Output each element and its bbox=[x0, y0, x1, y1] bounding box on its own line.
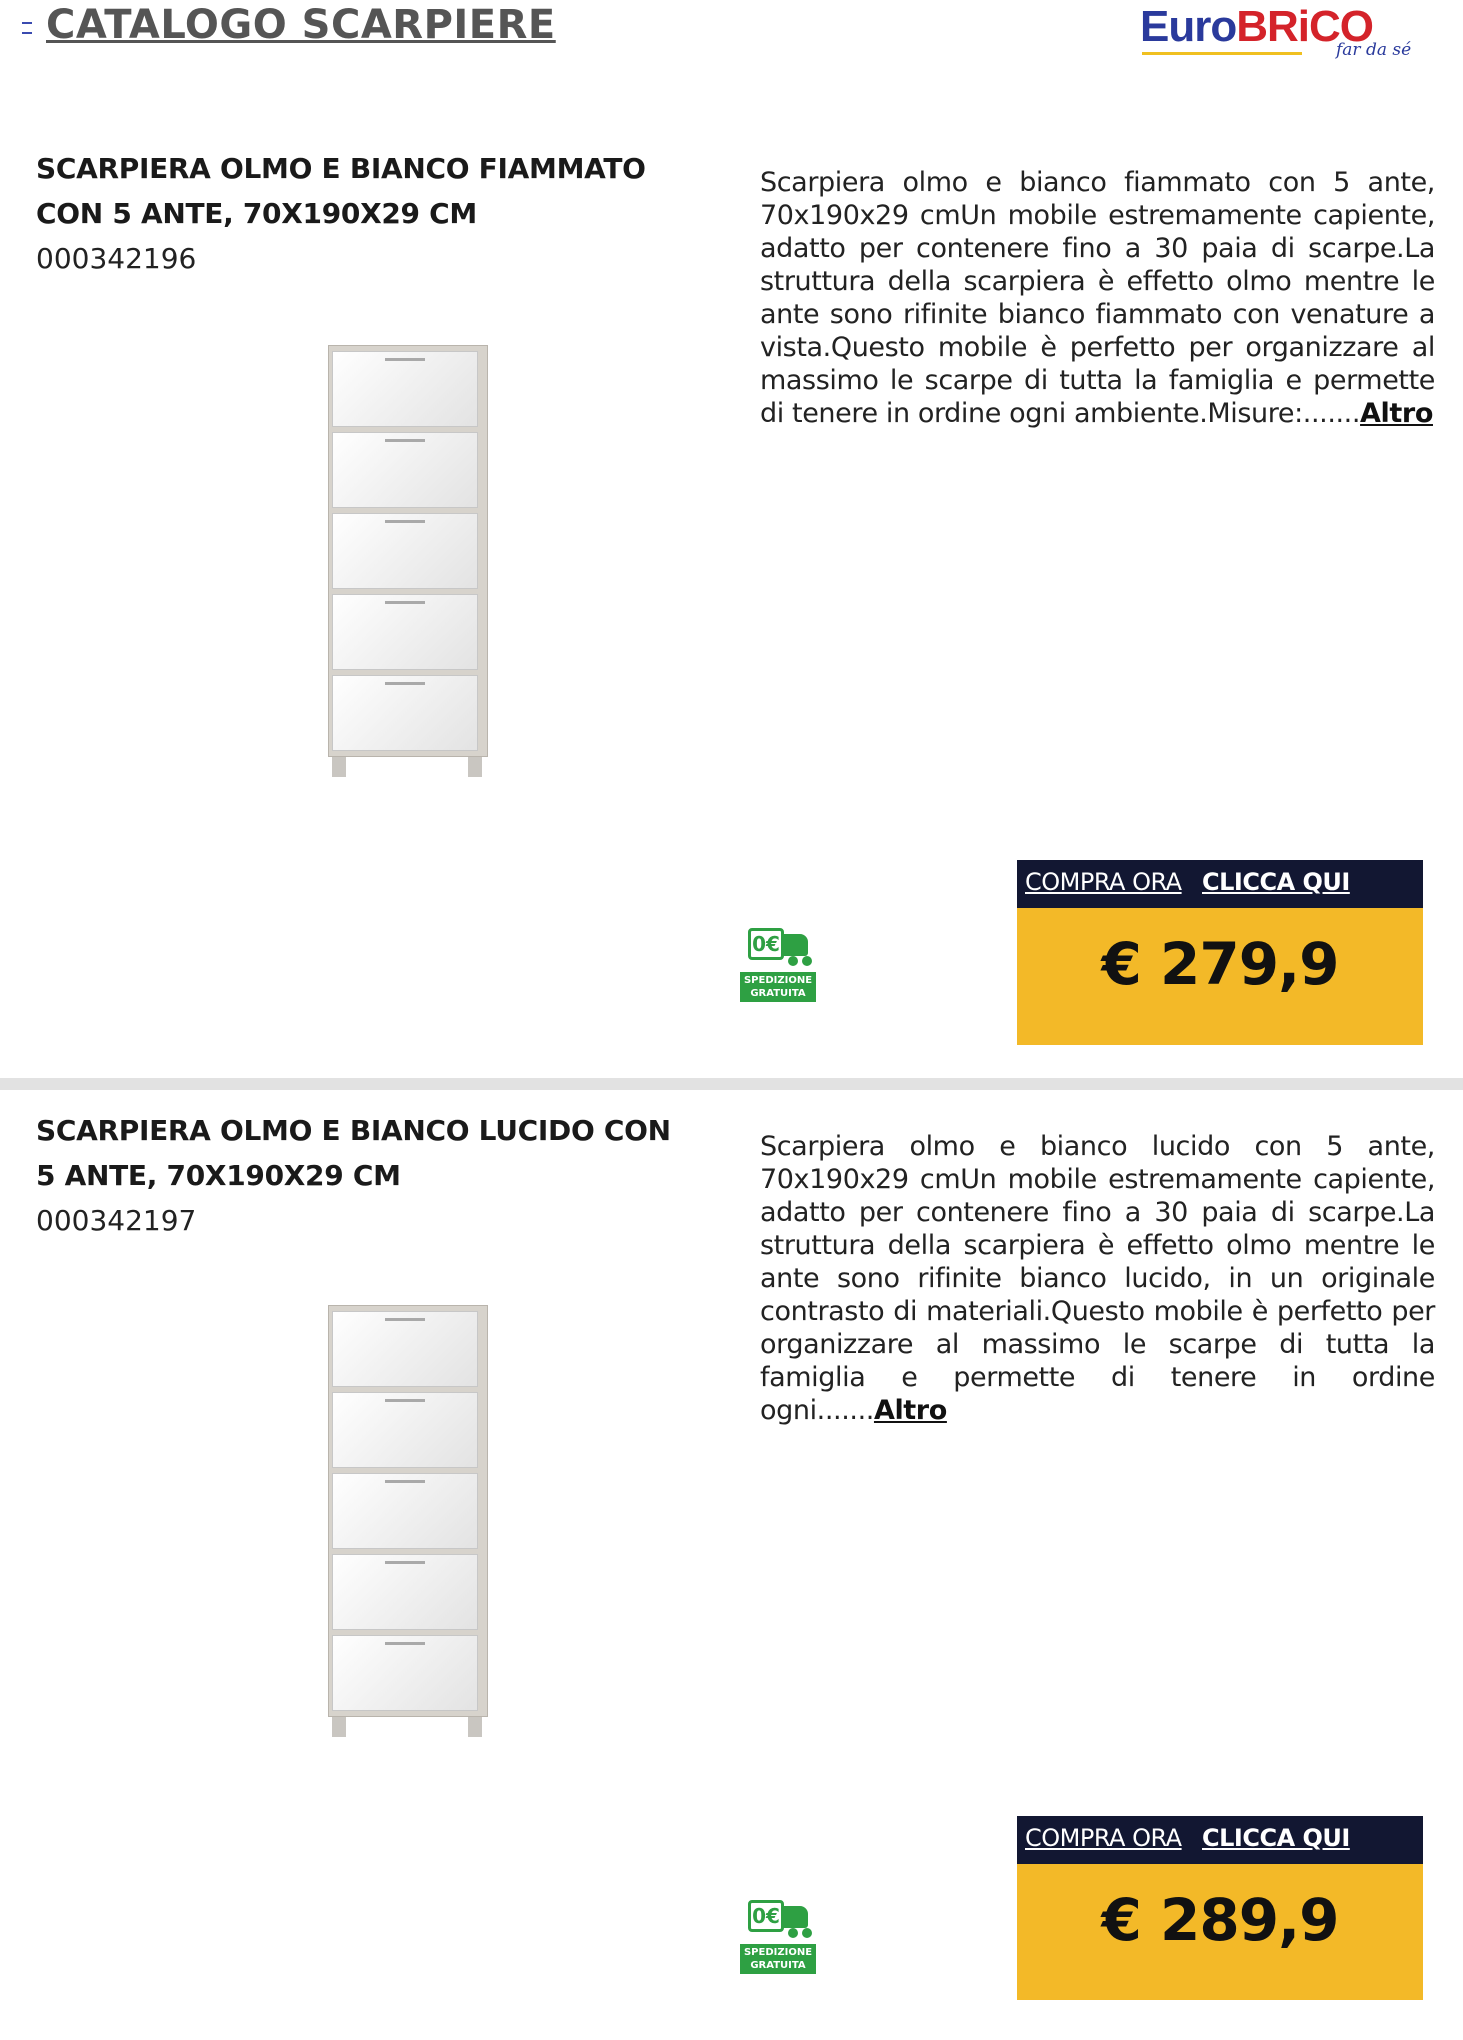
cabinet-leg bbox=[332, 1717, 346, 1737]
price-box bbox=[1017, 1816, 1423, 2001]
cabinet-door bbox=[332, 675, 478, 751]
product-image-shoe-cabinet-icon[interactable] bbox=[320, 1305, 500, 1745]
shipping-label-line1: SPEDIZIONE bbox=[743, 1947, 813, 1958]
product-card bbox=[0, 80, 1463, 1040]
product-image-shoe-cabinet-icon[interactable] bbox=[320, 345, 500, 785]
product-description-text: Scarpiera olmo e bianco lucido con 5 ante, 70x190x29 cmUn mobile estremamente capiente, adatto per contenere fino a 30 paia di scarpe.La struttura della scarpiera è effetto olmo mentre le ante sono rifinite bianco lucido, in un originale contrasto di materiali.Questo mobile è perfetto per organizzare al massimo le scarpe di tutta la famiglia e permette di tenere in ordine ogni....... bbox=[760, 1131, 1435, 1426]
more-link[interactable]: Altro bbox=[1360, 398, 1433, 429]
more-link[interactable]: Altro bbox=[873, 1395, 947, 1426]
free-shipping-badge bbox=[740, 928, 816, 1010]
shipping-label bbox=[740, 972, 816, 1002]
free-shipping-truck-icon bbox=[748, 928, 810, 966]
logo-euro-text: Euro bbox=[1140, 2, 1237, 51]
price-area[interactable] bbox=[1017, 1864, 1423, 2000]
free-shipping-truck-icon bbox=[748, 1900, 810, 1938]
click-here-link[interactable]: CLICCA QUI bbox=[1202, 1824, 1350, 1852]
cabinet-door bbox=[332, 594, 478, 670]
cabinet-leg bbox=[468, 757, 482, 777]
product-title[interactable]: SCARPIERA OLMO E BIANCO FIAMMATO CON 5 ANTE, 70X190X29 CM bbox=[36, 152, 646, 230]
product-description bbox=[760, 1130, 1435, 1427]
price-area[interactable] bbox=[1017, 908, 1423, 1045]
catalog-title: CATALOGO SCARPIERE bbox=[46, 2, 556, 48]
product-price: € 289,9 bbox=[1101, 1886, 1339, 1954]
product-price: € 279,9 bbox=[1101, 930, 1339, 998]
free-shipping-badge bbox=[740, 1900, 816, 1982]
click-here-link[interactable]: CLICCA QUI bbox=[1202, 868, 1350, 896]
product-code: 000342196 bbox=[36, 242, 197, 275]
truck-body bbox=[784, 934, 808, 956]
shipping-label bbox=[740, 1944, 816, 1974]
cabinet-door bbox=[332, 1473, 478, 1549]
price-box bbox=[1017, 860, 1423, 1045]
eurobrico-logo[interactable] bbox=[1140, 0, 1440, 66]
logo-brico-text: BRiCO bbox=[1236, 2, 1374, 51]
product-description-text: Scarpiera olmo e bianco fiammato con 5 ante, 70x190x29 cmUn mobile estremamente capiente, adatto per contenere fino a 30 paia di scarpe.La struttura della scarpiera è effetto olmo mentre le ante sono rifinite bianco fiammato con venature a vista.Questo mobile è perfetto per organizzare al massimo le scarpe di tutta la famiglia e permette di tenere in ordine ogni ambiente.Misure:....... bbox=[760, 167, 1435, 429]
shipping-cost: 0€ bbox=[748, 1900, 784, 1932]
cabinet-door bbox=[332, 1635, 478, 1711]
buy-now-label[interactable]: COMPRA ORA bbox=[1025, 868, 1182, 896]
truck-body bbox=[784, 1906, 808, 1928]
shipping-label-line2: GRATUITA bbox=[750, 1960, 806, 1971]
product-code: 000342197 bbox=[36, 1204, 197, 1237]
cabinet-door bbox=[332, 1392, 478, 1468]
logo-tagline: far da sé bbox=[1336, 40, 1412, 60]
truck-wheel bbox=[788, 1928, 798, 1938]
menu-icon[interactable] bbox=[22, 22, 32, 34]
product-title[interactable]: SCARPIERA OLMO E BIANCO LUCIDO CON 5 ANTE, 70X190X29 CM bbox=[36, 1114, 671, 1192]
shipping-label-line2: GRATUITA bbox=[750, 988, 806, 999]
product-card bbox=[0, 1080, 1463, 2040]
truck-wheel bbox=[802, 956, 812, 966]
cabinet-door bbox=[332, 1311, 478, 1387]
page-header bbox=[0, 0, 1463, 70]
shipping-cost: 0€ bbox=[748, 928, 784, 960]
truck-wheel bbox=[788, 956, 798, 966]
product-description bbox=[760, 166, 1435, 430]
cabinet-door bbox=[332, 513, 478, 589]
cabinet-door bbox=[332, 1554, 478, 1630]
logo-underline bbox=[1142, 52, 1302, 55]
buy-bar bbox=[1017, 860, 1423, 908]
buy-now-label[interactable]: COMPRA ORA bbox=[1025, 1824, 1182, 1852]
cabinet-leg bbox=[332, 757, 346, 777]
shipping-label-line1: SPEDIZIONE bbox=[743, 975, 813, 986]
cabinet-door bbox=[332, 432, 478, 508]
cabinet-leg bbox=[468, 1717, 482, 1737]
truck-wheel bbox=[802, 1928, 812, 1938]
buy-bar bbox=[1017, 1816, 1423, 1864]
cabinet-door bbox=[332, 351, 478, 427]
